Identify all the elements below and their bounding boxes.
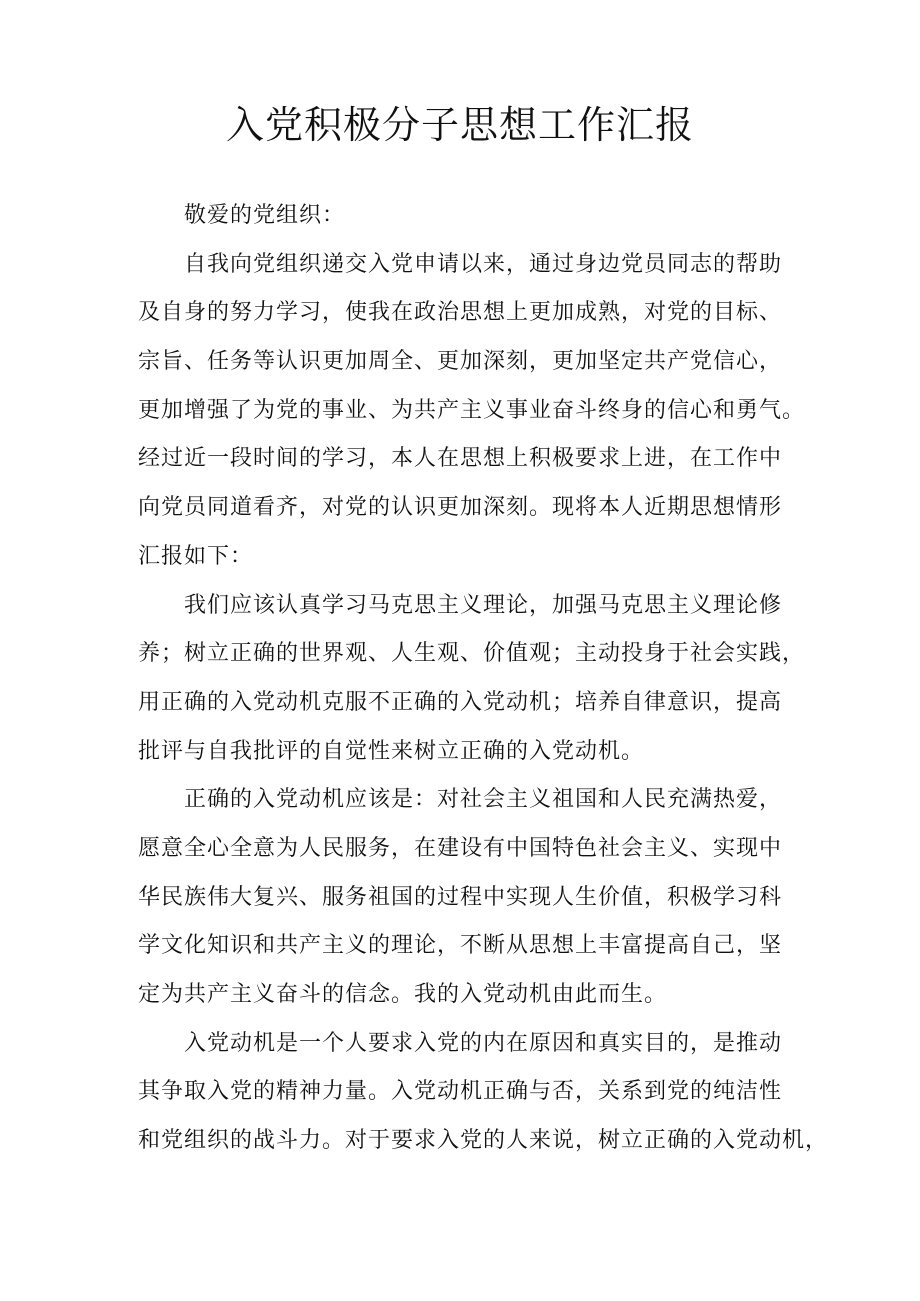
paragraph-4-line: 和党组织的战斗力。对于要求入党的人来说，树立正确的入党动机， <box>138 1128 829 1154</box>
paragraph-3-line: 华民族伟大复兴、服务祖国的过程中实现人生价值，积极学习科 <box>138 884 783 910</box>
paragraph-2-line: 用正确的入党动机克服不正确的入党动机；培养自律意识，提高 <box>138 689 783 715</box>
paragraph-1-line: 及自身的努力学习，使我在政治思想上更加成熟，对党的目标、 <box>138 300 783 326</box>
paragraph-3-line: 定为共产主义奋斗的信念。我的入党动机由此而生。 <box>138 982 668 1007</box>
paragraph-1-line: 更加增强了为党的事业、为共产主义事业奋斗终身的信心和勇气。 <box>138 397 806 423</box>
document-body <box>138 192 829 1166</box>
paragraph-3-line: 学文化知识和共产主义的理论，不断从思想上丰富提高自己，坚 <box>138 933 783 959</box>
paragraph-2-line: 批评与自我批评的自觉性来树立正确的入党动机。 <box>138 738 645 764</box>
paragraph-2-line: 养；树立正确的世界观、人生观、价值观；主动投身于社会实践， <box>138 641 806 667</box>
paragraph-1-line: 汇报如下： <box>138 543 254 569</box>
salutation: 敬爱的党组织： <box>184 203 346 228</box>
paragraph-3-line: 愿意全心全意为人民服务，在建设有中国特色社会主义、实现中 <box>138 835 783 861</box>
paragraph-2-line: 我们应该认真学习马克思主义理论，加强马克思主义理论修 <box>184 592 783 618</box>
paragraph-4-line: 其争取入党的精神力量。入党动机正确与否，关系到党的纯洁性 <box>138 1079 783 1105</box>
paragraph-1-line: 宗旨、任务等认识更加周全、更加深刻，更加坚定共产党信心， <box>138 349 783 375</box>
paragraph-4-line: 入党动机是一个人要求入党的内在原因和真实目的，是推动 <box>184 1030 783 1056</box>
document-title: 入党积极分子思想工作汇报 <box>225 103 694 147</box>
paragraph-1-line: 经过近一段时间的学习，本人在思想上积极要求上进，在工作中 <box>138 446 783 472</box>
paragraph-1-line: 自我向党组织递交入党申请以来，通过身边党员同志的帮助 <box>184 251 783 277</box>
paragraph-1-line: 向党员同道看齐，对党的认识更加深刻。现将本人近期思想情形 <box>138 495 783 521</box>
paragraph-3-line: 正确的入党动机应该是：对社会主义祖国和人民充满热爱， <box>184 787 783 813</box>
